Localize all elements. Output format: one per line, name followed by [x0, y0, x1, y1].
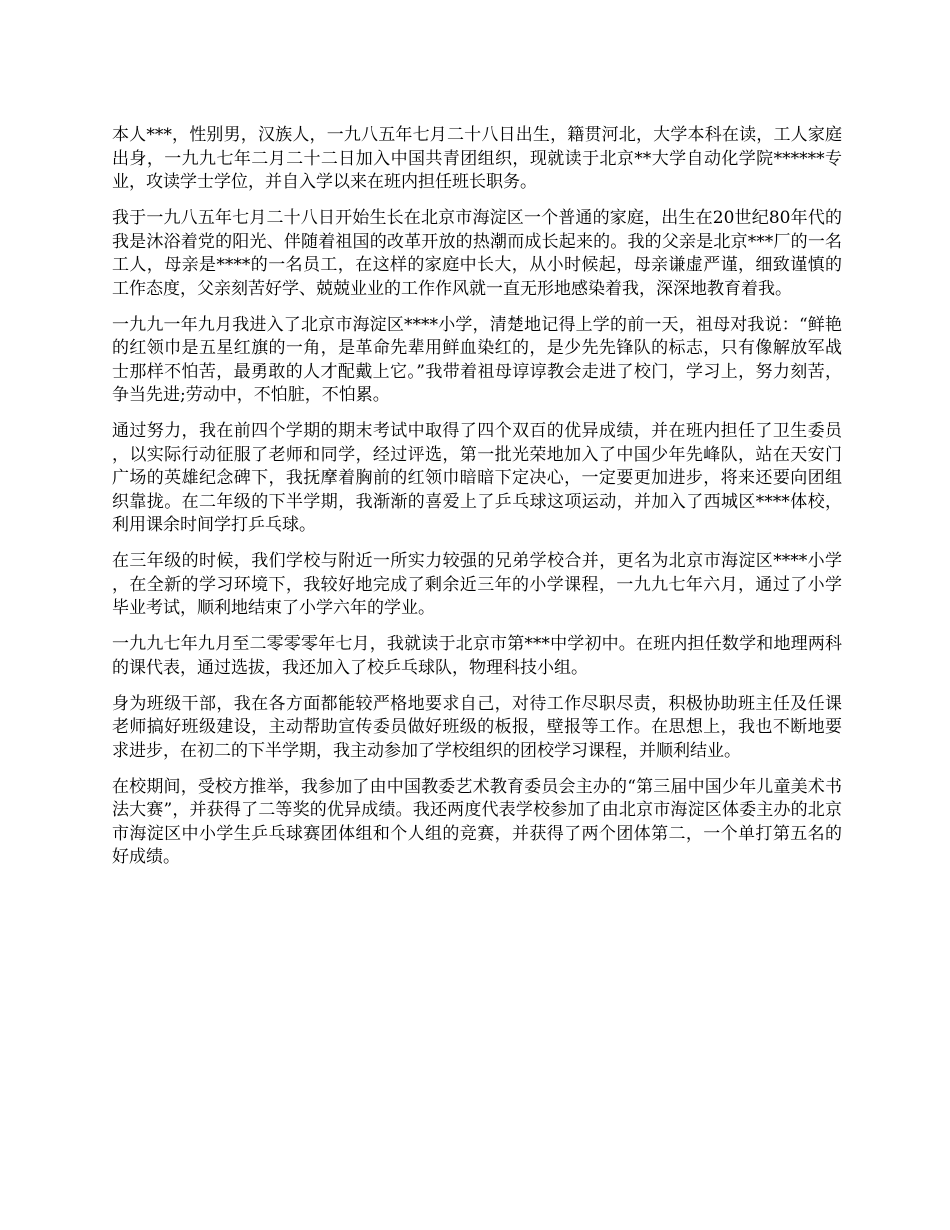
paragraph-class-cadre: 身为班级干部，我在各方面都能较严格地要求自己，对待工作尽职尽责，积极协助班主任及任课老师搞好班级建设，主动帮助宣传委员做好班级的板报，壁报等工作。在思想上，我也不断地要求进步，在初二的下半学期，我主动参加了学校组织的团校学习课程，并顺利结业。 — [112, 693, 842, 761]
paragraph-intro: 本人***，性别男，汉族人，一九八五年七月二十八日出生，籍贯河北，大学本科在读，工人家庭出身，一九九七年二月二十二日加入中国共青团组织，现就读于北京**大学自动化学院******专业，攻读学士学位，并自入学以来在班内担任班长职务。 — [112, 125, 842, 192]
paragraph-family: 我于一九八五年七月二十八日开始生长在北京市海淀区一个普通的家庭，出生在20世纪80年代的我是沐浴着党的阳光、伴随着祖国的改革开放的热潮而成长起来的。我的父亲是北京***厂的一名工人，母亲是****的一名员工，在这样的家庭中长大，从小时候起，母亲谦虚严谨，细致谨慎的工作态度，父亲刻苦好学、兢兢业业的工作作风就一直无形地感染着我，深深地教育着我。 — [112, 208, 842, 299]
document-body — [112, 124, 842, 882]
paragraph-achievements: 通过努力，我在前四个学期的期末考试中取得了四个双百的优异成绩，并在班内担任了卫生委员，以实际行动征服了老师和同学，经过评选，第一批光荣地加入了中国少年先峰队，站在天安门广场的英雄纪念碑下，我抚摩着胸前的红领巾暗暗下定决心，一定要更加进步，将来还要向团组织靠拢。在二年级的下半学期，我渐渐的喜爱上了乒乓球这项运动，并加入了西城区****体校，利用课余时间学打乒乓球。 — [112, 421, 842, 535]
paragraph-school-merge: 在三年级的时候，我们学校与附近一所实力较强的兄弟学校合并，更名为北京市海淀区****小学，在全新的学习环境下，我较好地完成了剩余近三年的小学课程，一九九七年六月，通过了小学毕业考试，顺利地结束了小学六年的学业。 — [112, 551, 842, 618]
paragraph-awards: 在校期间，受校方推举，我参加了由中国教委艺术教育委员会主办的“第三届中国少年儿童美术书法大赛”，并获得了二等奖的优异成绩。我还两度代表学校参加了由北京市海淀区体委主办的北京市海淀区中小学生乒乓球赛团体组和个人组的竞赛，并获得了两个团体第二，一个单打第五名的好成绩。 — [112, 776, 842, 867]
paragraph-primary-school: 一九九一年九月我进入了北京市海淀区****小学，清楚地记得上学的前一天，祖母对我说：“鲜艳的红领巾是五星红旗的一角，是革命先辈用鲜血染红的，是少先先锋队的标志，只有像解放军战士那样不怕苦，最勇敢的人才配戴上它。”我带着祖母谆谆教会走进了校门，学习上，努力刻苦，争当先进;劳动中，不怕脏，不怕累。 — [112, 314, 842, 405]
paragraph-middle-school: 一九九七年九月至二零零零年七月，我就读于北京市第***中学初中。在班内担任数学和地理两科的课代表，通过选拔，我还加入了校乒乓球队，物理科技小组。 — [112, 634, 842, 678]
